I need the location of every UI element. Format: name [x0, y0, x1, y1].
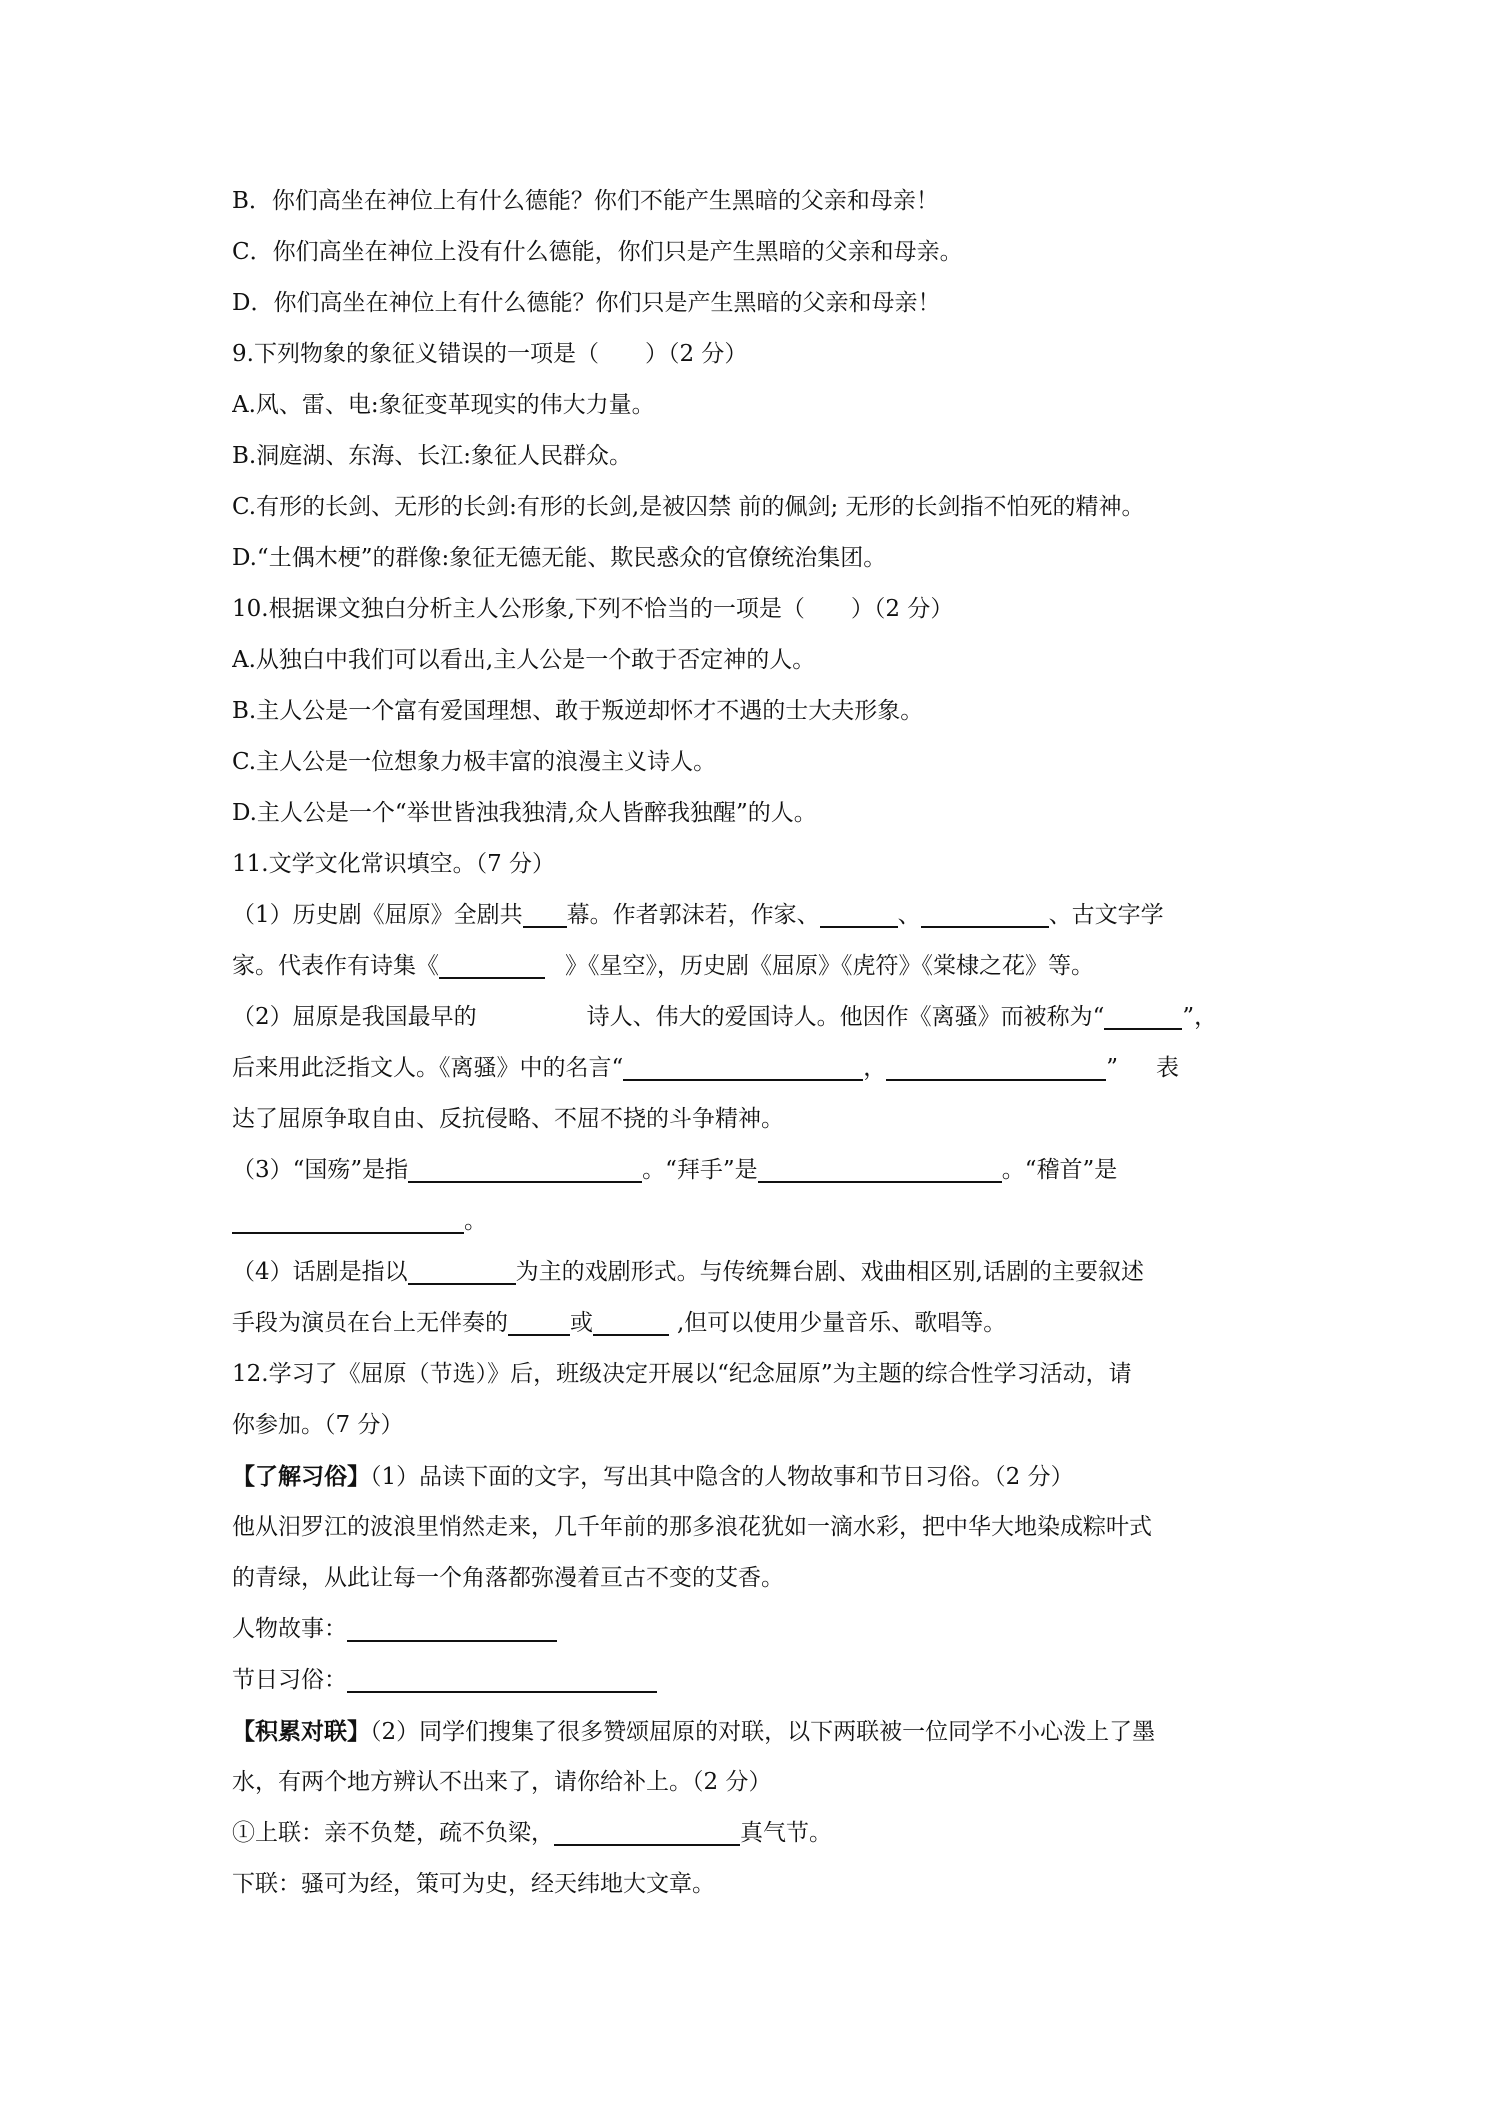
q11-stem: 11.文学文化常识填空。（7 分） [232, 851, 556, 877]
text-fragment: 或 [570, 1310, 593, 1336]
q12-passage-line2: 的青绿，从此让每一个角落都弥漫着亘古不变的艾香。 [232, 1565, 784, 1591]
q11-part1-line1 [232, 890, 1272, 941]
text-fragment: 、 [897, 902, 921, 928]
answer-blank[interactable] [523, 898, 567, 928]
q11-part4-line1 [232, 1247, 1272, 1298]
q12-part2-line2: 水，有两个地方辨认不出来了，请你给补上。（2 分） [232, 1769, 772, 1795]
q12-stem-line2: 你参加。（7 分） [232, 1412, 404, 1438]
text-fragment: 人物故事： [232, 1616, 347, 1642]
answer-blank[interactable] [820, 898, 898, 928]
q12-story-line [232, 1604, 1272, 1655]
q11-part3-line1 [232, 1145, 1272, 1196]
q10-option-c: C.主人公是一位想象力极丰富的浪漫主义诗人。 [232, 749, 717, 775]
couplet-upper [232, 1808, 1272, 1859]
document-page [232, 176, 1272, 1910]
q10-option-d: D.主人公是一个“举世皆浊我独清,众人皆醉我独醒”的人。 [232, 800, 817, 826]
q12-passage-line1: 他从汨罗江的波浪里悄然走来，几千年前的那多浪花犹如一滴水彩，把中华大地染成粽叶式 [232, 1514, 1152, 1540]
q11-part2-line2 [232, 1043, 1272, 1094]
answer-blank[interactable] [886, 1051, 1106, 1081]
text-fragment: 后来用此泛指文人。《离骚》中的名言“ [232, 1055, 624, 1081]
text-fragment: ” [1106, 1055, 1119, 1081]
text-fragment: （1）历史剧《屈原》全剧共 [232, 902, 523, 928]
answer-blank[interactable] [623, 1051, 863, 1081]
text-fragment: 幕。作者郭沫若，作家、 [566, 902, 820, 928]
text-fragment: ， [863, 1055, 887, 1081]
text-fragment: （1）品读下面的文字，写出其中隐含的人物故事和节日习俗。（2 分） [370, 1464, 1074, 1490]
q11-part2-line3: 达了屈原争取自由、反抗侵略、不屈不挠的斗争精神。 [232, 1106, 784, 1132]
q8-option-b: B．你们高坐在神位上有什么德能？你们不能产生黑暗的父亲和母亲！ [232, 188, 939, 214]
answer-blank[interactable] [347, 1663, 657, 1693]
q9-option-d: D.“土偶木梗”的群像:象征无德无能、欺民惑众的官僚统治集团。 [232, 545, 887, 571]
q12-part1-heading [232, 1451, 1272, 1502]
q9-option-a: A.风、雷、电:象征变革现实的伟大力量。 [232, 392, 655, 418]
couplet-lower: 下联：骚可为经，策可为史，经天纬地大文章。 [232, 1871, 715, 1897]
text-fragment: （2）同学们搜集了很多赞颂屈原的对联，以下两联被一位同学不小心泼上了墨 [370, 1719, 1156, 1745]
text-fragment: 家。代表作有诗集《 [232, 953, 439, 979]
q9-option-c: C.有形的长剑、无形的长剑:有形的长剑,是被囚禁 前的佩剑; 无形的长剑指不怕死的精神。 [232, 494, 1145, 520]
text-fragment: 。“稽首”是 [1001, 1157, 1118, 1183]
q11-part3-line2 [232, 1196, 1272, 1247]
q11-part1-line2 [232, 941, 1272, 992]
section-tag: 【积累对联】 [232, 1718, 370, 1745]
q9-option-b: B.洞庭湖、东海、长江:象征人民群众。 [232, 443, 632, 469]
text-fragment: 表 [1156, 1055, 1180, 1081]
text-fragment: （3）“国殇”是指 [232, 1157, 409, 1183]
answer-blank[interactable] [921, 898, 1049, 928]
answer-blank[interactable] [408, 1255, 516, 1285]
answer-blank[interactable] [508, 1306, 570, 1336]
text-fragment: 诗人、伟大的爱国诗人。他因作《离骚》而被称为“ [586, 1004, 1105, 1030]
answer-blank[interactable] [232, 1204, 464, 1234]
q10-option-a: A.从独白中我们可以看出,主人公是一个敢于否定神的人。 [232, 647, 816, 673]
text-fragment: （4）话剧是指以 [232, 1259, 408, 1285]
q8-option-d: D．你们高坐在神位上有什么德能？你们只是产生黑暗的父亲和母亲！ [232, 290, 941, 316]
q10-stem: 10.根据课文独白分析主人公形象,下列不恰当的一项是（ ）（2 分） [232, 596, 954, 622]
text-fragment: 为主的戏剧形式。与传统舞台剧、戏曲相区别,话剧的主要叙述 [515, 1259, 1144, 1285]
q9-stem: 9.下列物象的象征义错误的一项是（ ）（2 分） [232, 341, 748, 367]
answer-blank[interactable] [439, 949, 545, 979]
answer-blank[interactable] [408, 1153, 642, 1183]
q8-option-c: C．你们高坐在神位上没有什么德能，你们只是产生黑暗的父亲和母亲。 [232, 239, 963, 265]
text-fragment: ①上联：亲不负楚，疏不负梁， [232, 1820, 554, 1846]
q12-stem-line1: 12.学习了《屈原（节选）》后，班级决定开展以“纪念屈原”为主题的综合性学习活动，请 [232, 1361, 1132, 1387]
q11-part4-line2 [232, 1298, 1272, 1349]
text-fragment: 、古文字学 [1048, 902, 1164, 928]
answer-blank[interactable] [1104, 1000, 1182, 1030]
text-fragment: 真气节。 [740, 1820, 832, 1846]
text-fragment: 。 [464, 1208, 487, 1234]
text-fragment: （2）屈原是我国最早的 [232, 1004, 477, 1030]
text-fragment: 》《星空》，历史剧《屈原》《虎符》《棠棣之花》等。 [565, 953, 1094, 979]
answer-blank[interactable] [554, 1816, 740, 1846]
text-fragment: 节日习俗： [232, 1667, 347, 1693]
q12-custom-line [232, 1655, 1272, 1706]
text-fragment: 。“拜手”是 [642, 1157, 758, 1183]
answer-blank[interactable] [593, 1306, 669, 1336]
q11-part2-line1 [232, 992, 1272, 1043]
text-fragment: ”， [1182, 1004, 1218, 1030]
q12-part2-heading [232, 1706, 1272, 1757]
text-fragment: 手段为演员在台上无伴奏的 [232, 1310, 508, 1336]
answer-blank[interactable] [347, 1612, 557, 1642]
q10-option-b: B.主人公是一个富有爱国理想、敢于叛逆却怀才不遇的士大夫形象。 [232, 698, 924, 724]
section-tag: 【了解习俗】 [232, 1463, 370, 1490]
answer-blank[interactable] [758, 1153, 1002, 1183]
text-fragment: ,但可以使用少量音乐、歌唱等。 [677, 1310, 1007, 1336]
